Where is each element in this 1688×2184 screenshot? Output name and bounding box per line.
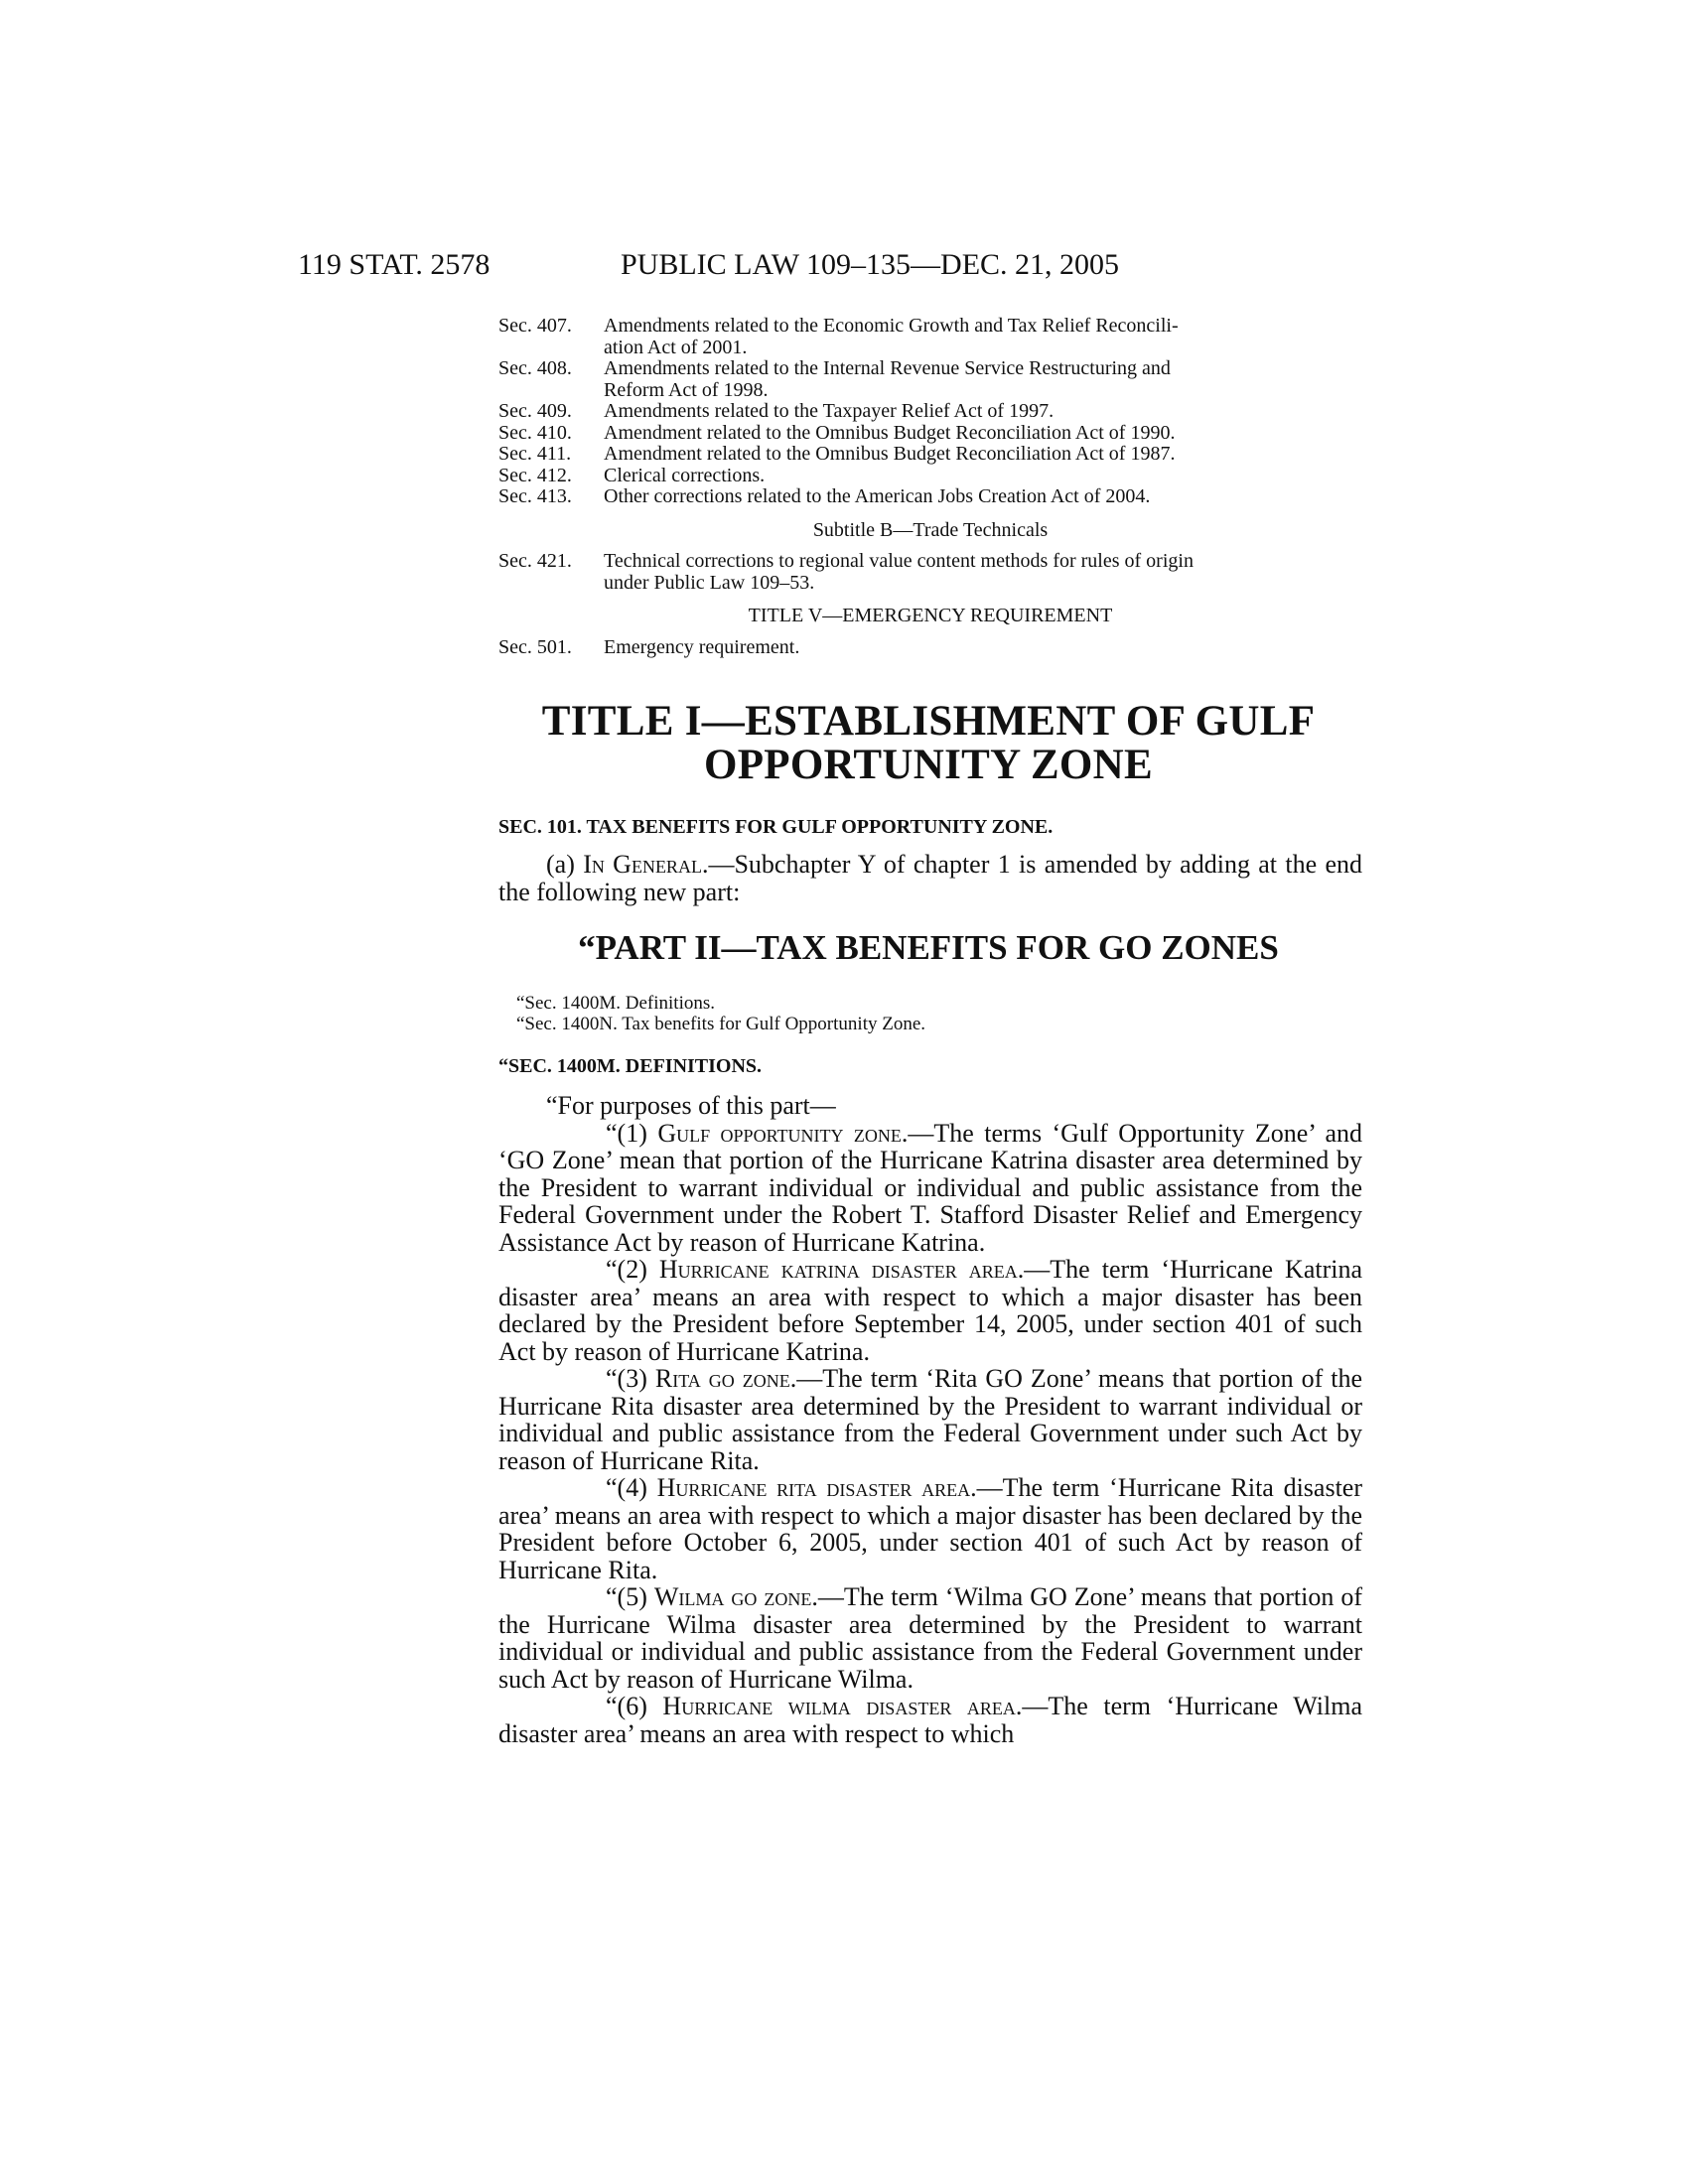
toc-entry: Sec. 411. Amendment related to the Omnibus Budget Reconciliation Act of 1987. bbox=[498, 443, 1176, 465]
running-head bbox=[298, 248, 1370, 288]
subtitle-b-heading: Subtitle B—Trade Technicals bbox=[812, 518, 1049, 541]
toc-entry: Sec. 410. Amendment related to the Omnibus Budget Reconciliation Act of 1990. bbox=[498, 421, 1176, 444]
toc-entry: Sec. 407. Amendments related to the Economic Growth and Tax Relief Reconcili- ation Act of 2001. bbox=[498, 315, 1179, 358]
toc-entry: Sec. 421. Technical corrections to regional value content methods for rules of origin under Public Law 109–53. bbox=[498, 550, 1194, 594]
part-ii-toc bbox=[516, 993, 925, 1034]
table-of-contents bbox=[498, 316, 1362, 658]
sec-101-a-paragraph: (a) In General.—Subchapter Y of chapter 1 is amended by adding at the end the following new part: bbox=[498, 850, 1362, 906]
definitions-intro: “For purposes of this part— bbox=[546, 1091, 836, 1120]
definition-item: “(3) Rita go zone.—The term ‘Rita GO Zone’ means that portion of the Hurricane Rita disaster area determined by the President to warrant individual or individual and public assistance from the Federal Government under such Act by reason of Hurricane Rita. bbox=[498, 1364, 1363, 1475]
stat-citation: 119 STAT. 2578 bbox=[298, 248, 491, 281]
definition-item: “(4) Hurricane rita disaster area.—The term ‘Hurricane Rita disaster area’ means an area with respect to which a major disaster has been declared by the President before October 6, 2005, under section 401 of such Act by reason of Hurricane Rita. bbox=[498, 1473, 1362, 1584]
definition-item: “(5) Wilma go zone.—The term ‘Wilma GO Zone’ means that portion of the Hurricane Wilma disaster area determined by the President to warrant individual or individual and public assistance from the Federal Government under such Act by reason of Hurricane Wilma. bbox=[498, 1582, 1362, 1694]
toc-entry: Sec. 413. Other corrections related to the American Jobs Creation Act of 2004. bbox=[498, 485, 1151, 507]
definition-item: “(6) Hurricane wilma disaster area.—The term ‘Hurricane Wilma disaster area’ means an area with respect to which bbox=[498, 1692, 1362, 1748]
title-v-heading: TITLE V—EMERGENCY REQUIREMENT bbox=[748, 605, 1113, 626]
definition-item: “(1) Gulf opportunity zone.—The terms ‘Gulf Opportunity Zone’ and ‘GO Zone’ mean that portion of the Hurricane Katrina disaster area determined by the President to warrant individual or individual and public assistance from the Federal Government under the Robert T. Stafford Disaster Relief and Emergency Assistance Act by reason of Hurricane Katrina. bbox=[498, 1118, 1362, 1257]
toc-entry: Sec. 412. Clerical corrections. bbox=[498, 464, 766, 486]
part-toc-entry: “Sec. 1400N. Tax benefits for Gulf Opportunity Zone. bbox=[516, 1014, 926, 1034]
sec-101-heading: SEC. 101. TAX BENEFITS FOR GULF OPPORTUNITY ZONE. bbox=[498, 816, 1054, 838]
part-toc-entry: “Sec. 1400M. Definitions. bbox=[516, 993, 716, 1014]
toc-entry: Sec. 409. Amendments related to the Taxpayer Relief Act of 1997. bbox=[498, 400, 1055, 422]
definitions-body bbox=[498, 1092, 1362, 1747]
public-law-header: PUBLIC LAW 109–135—DEC. 21, 2005 bbox=[621, 248, 1120, 281]
toc-entry: Sec. 501. Emergency requirement. bbox=[498, 635, 800, 658]
title-i-heading: TITLE I—ESTABLISHMENT OF GULF OPPORTUNITY ZONE bbox=[541, 698, 1316, 788]
part-ii-heading: “PART II—TAX BENEFITS FOR GO ZONES bbox=[578, 928, 1279, 967]
toc-entry: Sec. 408. Amendments related to the Internal Revenue Service Restructuring and Reform Act of 1998. bbox=[498, 357, 1171, 401]
definition-item: “(2) Hurricane katrina disaster area.—The term ‘Hurricane Katrina disaster area’ means an area with respect to which a major disaster has been declared by the President before September 14, 2005, under section 401 of such Act by reason of Hurricane Katrina. bbox=[498, 1255, 1362, 1366]
sec-1400m-heading: “SEC. 1400M. DEFINITIONS. bbox=[498, 1055, 763, 1077]
